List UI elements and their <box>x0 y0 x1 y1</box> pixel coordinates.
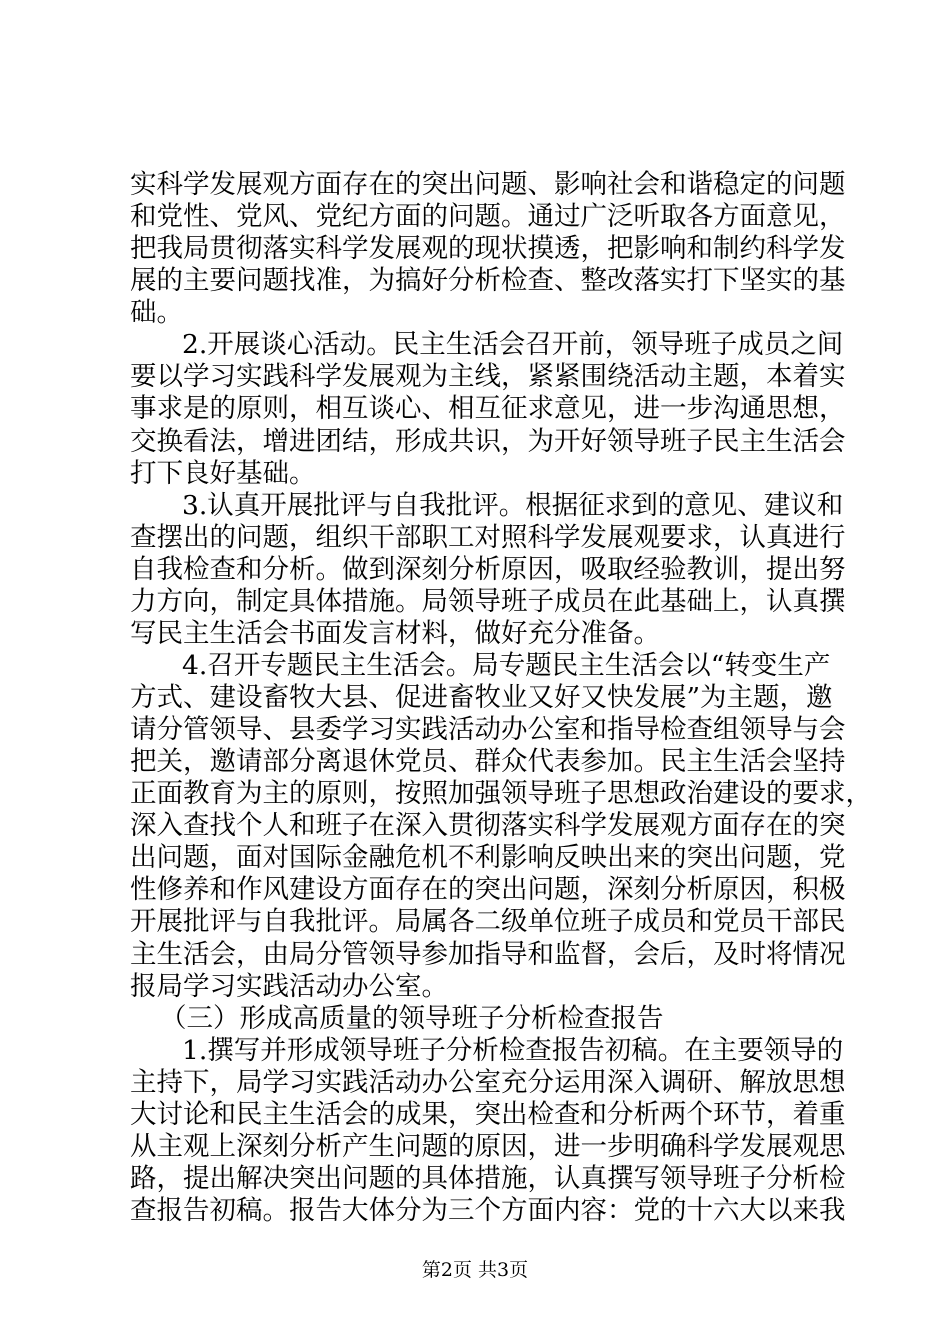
paragraph-line: 础。 <box>130 297 183 328</box>
paragraph-line: 主生活会，由局分管领导参加指导和监督，会后，及时将情况 <box>130 939 846 970</box>
page-number-footer: 第2页 共3页 <box>421 1259 529 1281</box>
paragraph-line: 路，提出解决突出问题的具体措施，认真撰写领导班子分析检 <box>130 1163 846 1194</box>
paragraph-line: 报局学习实践活动办公室。 <box>130 971 448 1002</box>
paragraph-line: 把我局贯彻落实科学发展观的现状摸透，把影响和制约科学发 <box>130 233 846 264</box>
paragraph-line: 查报告初稿。报告大体分为三个方面内容：党的十六大以来我 <box>130 1195 846 1226</box>
paragraph-line: 主持下，局学习实践活动办公室充分运用深入调研、解放思想 <box>130 1067 846 1098</box>
paragraph-line: 请分管领导、县委学习实践活动办公室和指导检查组领导与会 <box>130 714 846 745</box>
paragraph-line: 方式、建设畜牧大县、促进畜牧业又好又快发展”为主题，邀 <box>130 682 833 713</box>
paragraph-line: 展的主要问题找准，为搞好分析检查、整改落实打下坚实的基 <box>130 265 846 296</box>
paragraph-line: 要以学习实践科学发展观为主线，紧紧围绕活动主题，本着实 <box>130 361 846 392</box>
section-heading: （三）形成高质量的领导班子分析检查报告 <box>160 1003 664 1034</box>
paragraph-line: 大讨论和民主生活会的成果，突出检查和分析两个环节，着重 <box>130 1099 846 1130</box>
paragraph-line: 从主观上深刻分析产生问题的原因，进一步明确科学发展观思 <box>130 1131 846 1162</box>
paragraph-line: 查摆出的问题，组织干部职工对照科学发展观要求，认真进行 <box>130 522 846 553</box>
paragraph-line: 把关，邀请部分离退休党员、群众代表参加。民主生活会坚持 <box>130 746 846 777</box>
paragraph-line: 实科学发展观方面存在的突出问题、影响社会和谐稳定的问题 <box>130 169 846 200</box>
paragraph-line: 开展批评与自我批评。局属各二级单位班子成员和党员干部民 <box>130 906 846 937</box>
paragraph-line: 和党性、党风、党纪方面的问题。通过广泛听取各方面意见， <box>130 201 846 232</box>
paragraph-line: 打下良好基础。 <box>130 458 316 489</box>
paragraph-line: 力方向，制定具体措施。局领导班子成员在此基础上，认真撰 <box>130 586 846 617</box>
paragraph-line: 写民主生活会书面发言材料，做好充分准备。 <box>130 618 660 649</box>
paragraph-line: 交换看法，增进团结，形成共识，为开好领导班子民主生活会 <box>130 426 846 457</box>
paragraph-line: 自我检查和分析。做到深刻分析原因，吸取经验教训，提出努 <box>130 554 846 585</box>
paragraph-line: 性修养和作风建设方面存在的突出问题，深刻分析原因，积极 <box>130 874 846 905</box>
paragraph-line: 正面教育为主的原则，按照加强领导班子思想政治建设的要求， <box>130 778 872 809</box>
paragraph-line: 1.撰写并形成领导班子分析检查报告初稿。在主要领导的 <box>182 1035 844 1066</box>
paragraph-line: 4.召开专题民主生活会。局专题民主生活会以“转变生产 <box>182 650 831 681</box>
paragraph-line: 出问题，面对国际金融危机不利影响反映出来的突出问题，党 <box>130 842 846 873</box>
paragraph-line: 深入查找个人和班子在深入贯彻落实科学发展观方面存在的突 <box>130 810 846 841</box>
paragraph-line: 3.认真开展批评与自我批评。根据征求到的意见、建议和 <box>182 490 844 521</box>
paragraph-line: 事求是的原则，相互谈心、相互征求意见，进一步沟通思想， <box>130 393 846 424</box>
paragraph-line: 2.开展谈心活动。民主生活会召开前，领导班子成员之间 <box>182 329 844 360</box>
